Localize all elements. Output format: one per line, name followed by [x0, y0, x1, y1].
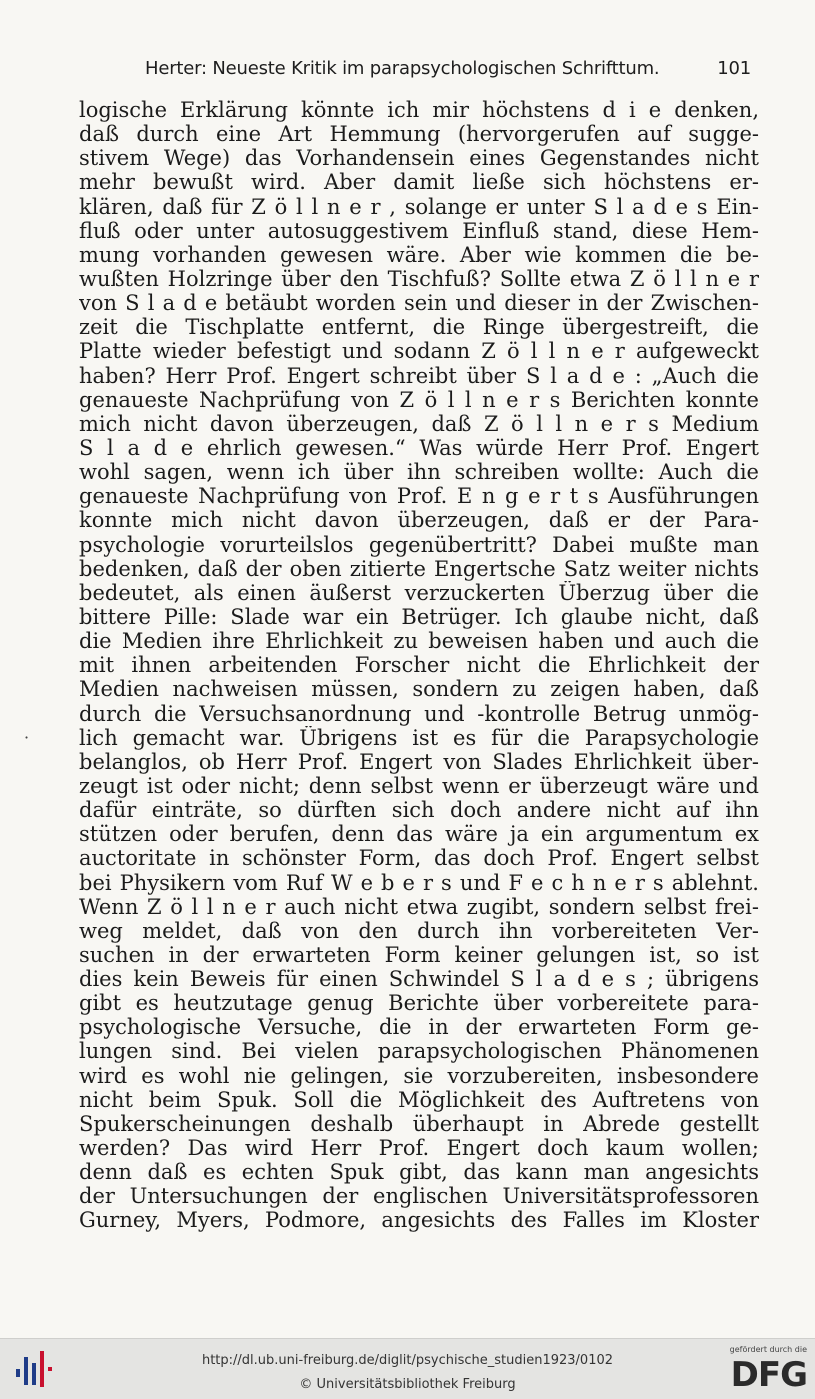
text-line: bedenken, daß der oben zitierte Engertsche Satz weiter nichts [79, 556, 759, 581]
text-line: belanglos, ob Herr Prof. Engert von Slades Ehrlichkeit über- [79, 749, 759, 774]
text-line: zeit die Tischplatte entfernt, die Ringe übergestreift, die [79, 315, 759, 340]
text-line: suchen in der erwarteten Form keiner gelungen ist, so ist [79, 942, 759, 967]
text-line: genaueste Nachprüfung von Z ö l l n e r s Berichten konnte [79, 387, 759, 412]
funder-name: DFG [730, 1355, 807, 1395]
text-line: Wenn Z ö l l n e r auch nicht etwa zugibt, sondern selbst frei- [79, 894, 759, 919]
text-line: bei Physikern vom Ruf W e b e r s und F e c h n e r s ablehnt. [79, 870, 759, 895]
text-line: mehr bewußt wird. Aber damit ließe sich höchstens er- [79, 170, 759, 195]
page-number: 101 [717, 58, 751, 79]
document-url[interactable]: http://dl.ub.uni-freiburg.de/diglit/psychische_studien1923/0102 [201, 1353, 614, 1368]
text-line: bedeutet, als einen äußerst verzuckerten Überzug über die [79, 580, 759, 605]
text-line: mung vorhanden gewesen wäre. Aber wie kommen die be- [79, 242, 759, 267]
body-text [79, 98, 759, 1233]
copyright-notice: © Universitätsbibliothek Freiburg [299, 1377, 516, 1392]
text-line: psychologie vorurteilslos gegenübertritt? Dabei mußte man [79, 532, 759, 557]
text-line: S l a d e ehrlich gewesen.“ Was würde Herr Prof. Engert [79, 435, 759, 460]
text-line: genaueste Nachprüfung von Prof. E n g e r t s Ausführungen [79, 484, 759, 509]
text-line: Spukerscheinungen deshalb überhaupt in Abrede gestellt [79, 1111, 759, 1136]
text-line: der Untersuchungen der englischen Universitätsprofessoren [79, 1184, 759, 1209]
text-line: Medien nachweisen müssen, sondern zu zeigen haben, daß [79, 677, 759, 702]
text-line: die Medien ihre Ehrlichkeit zu beweisen haben und auch die [79, 629, 759, 654]
text-line: nicht beim Spuk. Soll die Möglichkeit des Auftretens von [79, 1087, 759, 1112]
text-line: klären, daß für Z ö l l n e r , solange er unter S l a d e s Ein- [79, 194, 759, 219]
text-line: lungen sind. Bei vielen parapsychologischen Phänomenen [79, 1039, 759, 1064]
text-line: konnte mich nicht davon überzeugen, daß er der Para- [79, 508, 759, 533]
text-line: wußten Holzringe über den Tischfuß? Sollte etwa Z ö l l n e r [79, 266, 759, 291]
text-line: denn daß es echten Spuk gibt, das kann man angesichts [79, 1160, 759, 1185]
text-line: dafür einträte, so dürften sich doch andere nicht auf ihn [79, 798, 759, 823]
text-line: Gurney, Myers, Podmore, angesichts des Falles im Kloster [79, 1208, 759, 1233]
text-line: mich nicht davon überzeugen, daß Z ö l l n e r s Medium [79, 411, 759, 436]
text-line: werden? Das wird Herr Prof. Engert doch kaum wollen; [79, 1136, 759, 1161]
viewer-footer [0, 1338, 815, 1399]
text-line: bittere Pille: Slade war ein Betrüger. Ich glaube nicht, daß [79, 604, 759, 629]
text-line: gibt es heutzutage genug Berichte über vorbereitete para- [79, 991, 759, 1016]
funding-note: gefördert durch die [729, 1345, 807, 1354]
text-line: von S l a d e betäubt worden sein und dieser in der Zwischen- [79, 291, 759, 316]
text-line: Platte wieder befestigt und sodann Z ö l l n e r aufgeweckt [79, 339, 759, 364]
text-line: weg meldet, daß von den durch ihn vorbereiteten Ver- [79, 918, 759, 943]
text-line: wird es wohl nie gelingen, sie vorzubereiten, insbesondere [79, 1063, 759, 1088]
text-line: fluß oder unter autosuggestivem Einfluß stand, diese Hem- [79, 218, 759, 243]
text-line: wohl sagen, wenn ich über ihn schreiben wollte: Auch die [79, 460, 759, 485]
text-line: auctoritate in schönster Form, das doch Prof. Engert selbst [79, 846, 759, 871]
margin-mark: · [24, 728, 30, 747]
running-head-title: Herter: Neueste Kritik im parapsychologischen Schrifttum. [145, 58, 660, 79]
dfg-logo-icon [717, 1345, 807, 1395]
text-line: zeugt ist oder nicht; denn selbst wenn er überzeugt wäre und [79, 773, 759, 798]
text-line: haben? Herr Prof. Engert schreibt über S l a d e : „Auch die [79, 363, 759, 388]
text-line: lich gemacht war. Übrigens ist es für die Parapsychologie [79, 725, 759, 750]
text-line: stützen oder berufen, denn das wäre ja ein argumentum ex [79, 822, 759, 847]
text-line: dies kein Beweis für einen Schwindel S l a d e s ; übrigens [79, 967, 759, 992]
text-line: mit ihnen arbeitenden Forscher nicht die Ehrlichkeit der [79, 653, 759, 678]
text-line: durch die Versuchsanordnung und -kontrolle Betrug unmög- [79, 701, 759, 726]
text-line: stivem Wege) das Vorhandensein eines Gegenstandes nicht [79, 146, 759, 171]
text-line: logische Erklärung könnte ich mir höchstens d i e denken, [79, 98, 759, 122]
running-head [145, 58, 755, 84]
text-line: psychologische Versuche, die in der erwarteten Form ge- [79, 1015, 759, 1040]
text-line: daß durch eine Art Hemmung (hervorgerufen auf sugge- [79, 122, 759, 147]
